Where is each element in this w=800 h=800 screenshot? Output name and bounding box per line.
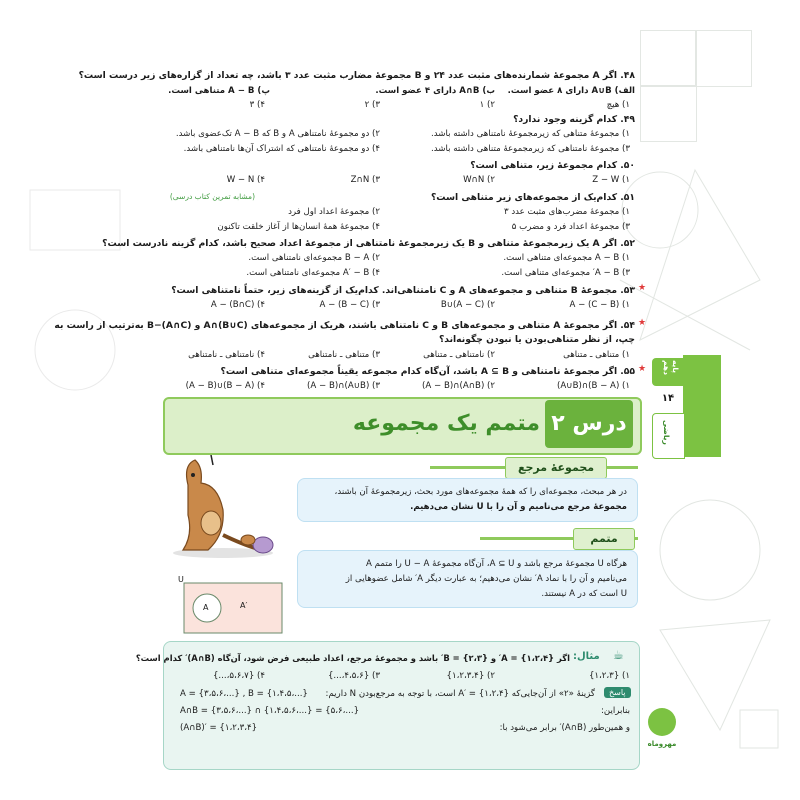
question-54: ۵۴. اگر مجموعهٔ A متناهی و مجموعه‌های B و C نامتناهی باشند، هریک از مجموعه‌های (A∩(B∪C و (B−(A∩C به‌ترتیب از راست به	[54, 320, 635, 331]
geometry-decoration	[20, 180, 140, 440]
background-grid-decoration	[640, 85, 697, 142]
venn-universal-label: U	[178, 575, 184, 584]
question-54-continued: چپ، از نظر متناهی‌بودن یا نبودن چگونه‌اند؟	[438, 334, 635, 345]
question-55: ۵۵. اگر مجموعهٔ نامتناهی و A ⊆ B باشد، آن‌گاه کدام مجموعه یقیناً مجموعه‌ای متناهی است؟	[220, 366, 635, 377]
q50-option-4[interactable]: ۴) W − N	[226, 175, 265, 185]
q52-option-3[interactable]: ۳) A − B′ مجموعه‌ای متناهی است.	[501, 268, 630, 278]
q49-option-2[interactable]: ۲) دو مجموعهٔ نامتناهی A و B که A − B تک‌عضوی باشد.	[175, 129, 380, 139]
complement-line-2: می‌نامیم و آن را با نماد A′ نشان می‌دهیم؛ به عبارت دیگر A′ شامل عضوهایی از	[345, 574, 627, 584]
q51-option-1[interactable]: ۱) مجموعهٔ مضرب‌های مثبت عدد ۳	[503, 207, 630, 217]
example-option-4[interactable]: ۴) {۵،۶،۷،...}	[212, 671, 265, 681]
q51-option-2[interactable]: ۲) مجموعهٔ اعداد اول فرد	[288, 207, 380, 217]
q51-option-4[interactable]: ۴) مجموعهٔ همهٔ انسان‌ها از آغاز خلقت تاکنون	[217, 222, 380, 232]
q55-option-3[interactable]: ۳) (A∪B)∩(A − B)	[307, 381, 380, 391]
q49-option-3[interactable]: ۳) مجموعهٔ نامتناهی که زیرمجموعهٔ متناهی داشته باشد.	[431, 144, 630, 154]
q54-option-2[interactable]: ۲) نامتناهی ـ متناهی	[423, 350, 495, 360]
q54-option-4[interactable]: ۴) نامتناهی ـ نامتناهی	[188, 350, 265, 360]
q55-option-2[interactable]: ۲) (A∩B)∩(A − B)	[422, 381, 495, 391]
complement-definition	[297, 550, 638, 608]
side-tab-chapter	[652, 358, 683, 386]
question-53: ۵۳. مجموعهٔ B متناهی و مجموعه‌های A و C نامتناهی‌اند. کدام‌یک از گزینه‌های زیر، حتماً نامتناهی است؟	[171, 285, 635, 296]
publisher-logo	[648, 708, 676, 736]
q54-option-1[interactable]: ۱) متناهی ـ متناهی	[563, 350, 630, 360]
example-badge: مثال:	[573, 651, 600, 662]
page-number: ۱۴	[661, 393, 675, 404]
kangaroo-illustration	[163, 455, 283, 560]
q48-option-2[interactable]: ۲) ۱	[479, 100, 495, 110]
side-tab-subject	[652, 413, 685, 459]
complement-line-3: U است که در A نیستند.	[541, 589, 627, 599]
star-icon: ★	[638, 283, 647, 293]
q53-option-4[interactable]: ۴) (B∩C) − A	[210, 300, 265, 310]
example-question: اگر {۱،۲،۴} = A′ و {۲،۳} = B′ باشد و مجموعهٔ مرجع، اعداد طبیعی فرض شود، آن‌گاه (A∩B)′ کدام است؟	[135, 653, 570, 663]
question-50: ۵۰. کدام مجموعهٔ زیر، متناهی است؟	[470, 160, 635, 171]
q50-option-3[interactable]: ۳) Z∩N	[350, 175, 380, 185]
publisher-name: مهروماه	[647, 740, 677, 748]
background-grid-decoration	[695, 30, 752, 87]
q53-option-2[interactable]: ۲) B∪(A − C)	[440, 300, 495, 310]
answer-intersection: A∩B = {۳،۵،۶،...} ∩ {۱،۴،۵،۶،...} = {۵،۶،...}	[180, 706, 360, 716]
q48-statement-1: الف) A∪B دارای ۸ عضو است.	[507, 86, 635, 96]
side-chapter-label: پایه دهم	[662, 360, 680, 375]
complement-line-1: هرگاه U مجموعهٔ مرجع باشد و A ⊆ U، آن‌گاه مجموعهٔ U − A را متمم A	[366, 559, 627, 569]
universal-line-1: در هر مبحث، مجموعه‌ای را که همهٔ مجموعه‌های مورد بحث، زیرمجموعهٔ آن باشند،	[334, 487, 627, 497]
q51-source-note: (مشابه تمرین کتاب درسی)	[169, 192, 255, 201]
example-option-1[interactable]: ۱) {۱،۲،۳}	[588, 671, 630, 681]
q53-option-3[interactable]: ۳) A − (B − C)	[319, 300, 380, 310]
q50-option-2[interactable]: ۲) W∩N	[463, 175, 495, 185]
q48-statement-3: پ) A − B متناهی است.	[168, 86, 270, 96]
q48-option-4[interactable]: ۴) ۳	[249, 100, 265, 110]
q50-option-1[interactable]: ۱) Z − W	[592, 175, 630, 185]
q53-option-1[interactable]: ۱) A − (C − B)	[569, 300, 630, 310]
star-icon: ★	[638, 318, 647, 328]
q52-option-2[interactable]: ۲) B − A مجموعه‌ای نامتناهی است.	[248, 253, 380, 263]
background-grid-decoration	[640, 30, 697, 87]
q52-option-4[interactable]: ۴) A′ − B مجموعه‌ای نامتناهی است.	[246, 268, 380, 278]
example-option-2[interactable]: ۲) {۱،۲،۳،۴}	[446, 671, 495, 681]
answer-result: (A∩B)′ = {۱،۲،۳،۴}	[180, 723, 258, 733]
question-52: ۵۲. اگر A یک زیرمجموعهٔ متناهی و B یک زیرمجموعهٔ نامتناهی از مجموعهٔ اعداد صحیح باشد، کدام گزینه نادرست است؟	[102, 238, 635, 249]
answer-line-3: و همین‌طور (A∩B)′ برابر می‌شود با:	[499, 723, 630, 733]
q49-option-4[interactable]: ۴) دو مجموعهٔ نامتناهی که اشتراک آن‌ها نامتناهی باشد.	[183, 144, 380, 154]
lesson-title: متمم یک مجموعه	[352, 411, 540, 436]
q48-option-1[interactable]: ۱) هیچ	[606, 100, 630, 110]
answer-line-2: بنابراین:	[601, 706, 630, 716]
venn-a-label: A	[203, 603, 209, 612]
answer-badge: پاسخ	[604, 687, 631, 698]
q52-option-1[interactable]: ۱) A − B مجموعه‌ای متناهی است.	[503, 253, 630, 263]
q55-option-4[interactable]: ۴) (B − A)∪(A − B)	[185, 381, 265, 391]
side-subject-label: ریاضی	[662, 420, 671, 445]
q51-option-3[interactable]: ۳) مجموعهٔ اعداد فرد و مضرب ۵	[511, 222, 630, 232]
q48-statement-2: ب) A∩B دارای ۴ عضو است.	[375, 86, 495, 96]
lesson-number: درس ۲	[545, 400, 633, 448]
answer-line-1: گزینهٔ «۲» از آن‌جایی‌که A′ = {۱،۲،۴} است، با توجه به مرجع‌بودن N داریم:	[325, 689, 595, 699]
venn-diagram	[183, 582, 283, 634]
question-48: ۴۸. اگر A مجموعهٔ شمارنده‌های مثبت عدد ۲۴ و B مجموعهٔ مضارب مثبت عدد ۳ باشد، چه تعداد از گزاره‌های زیر درست است؟	[78, 70, 635, 81]
q48-option-3[interactable]: ۳) ۲	[364, 100, 380, 110]
universal-set-definition	[297, 478, 638, 522]
q49-option-1[interactable]: ۱) مجموعهٔ متناهی که زیرمجموعهٔ نامتناهی داشته باشد.	[431, 129, 630, 139]
cup-icon: ☕	[613, 648, 624, 662]
answer-complement-sets: A = {۳،۵،۶،...} , B = {۱،۴،۵،...}	[180, 689, 308, 699]
example-option-3[interactable]: ۳) {۴،۵،۶،...}	[327, 671, 380, 681]
section-heading-universal-set: مجموعهٔ مرجع	[505, 457, 607, 479]
section-heading-complement: متمم	[573, 528, 635, 550]
q54-option-3[interactable]: ۳) متناهی ـ نامتناهی	[308, 350, 380, 360]
side-tab-bar	[683, 355, 721, 457]
universal-line-2: مجموعهٔ مرجع می‌نامیم و آن را با U نشان می‌دهیم.	[410, 502, 627, 512]
venn-a-prime-label: A′	[240, 601, 248, 610]
q55-option-1[interactable]: ۱) (B − A)∩(A∪B)	[557, 381, 630, 391]
question-51: ۵۱. کدام‌یک از مجموعه‌های زیر متناهی است؟	[430, 192, 635, 203]
question-49: ۴۹. کدام گزینه وجود ندارد؟	[513, 114, 635, 125]
star-icon: ★	[638, 364, 647, 374]
